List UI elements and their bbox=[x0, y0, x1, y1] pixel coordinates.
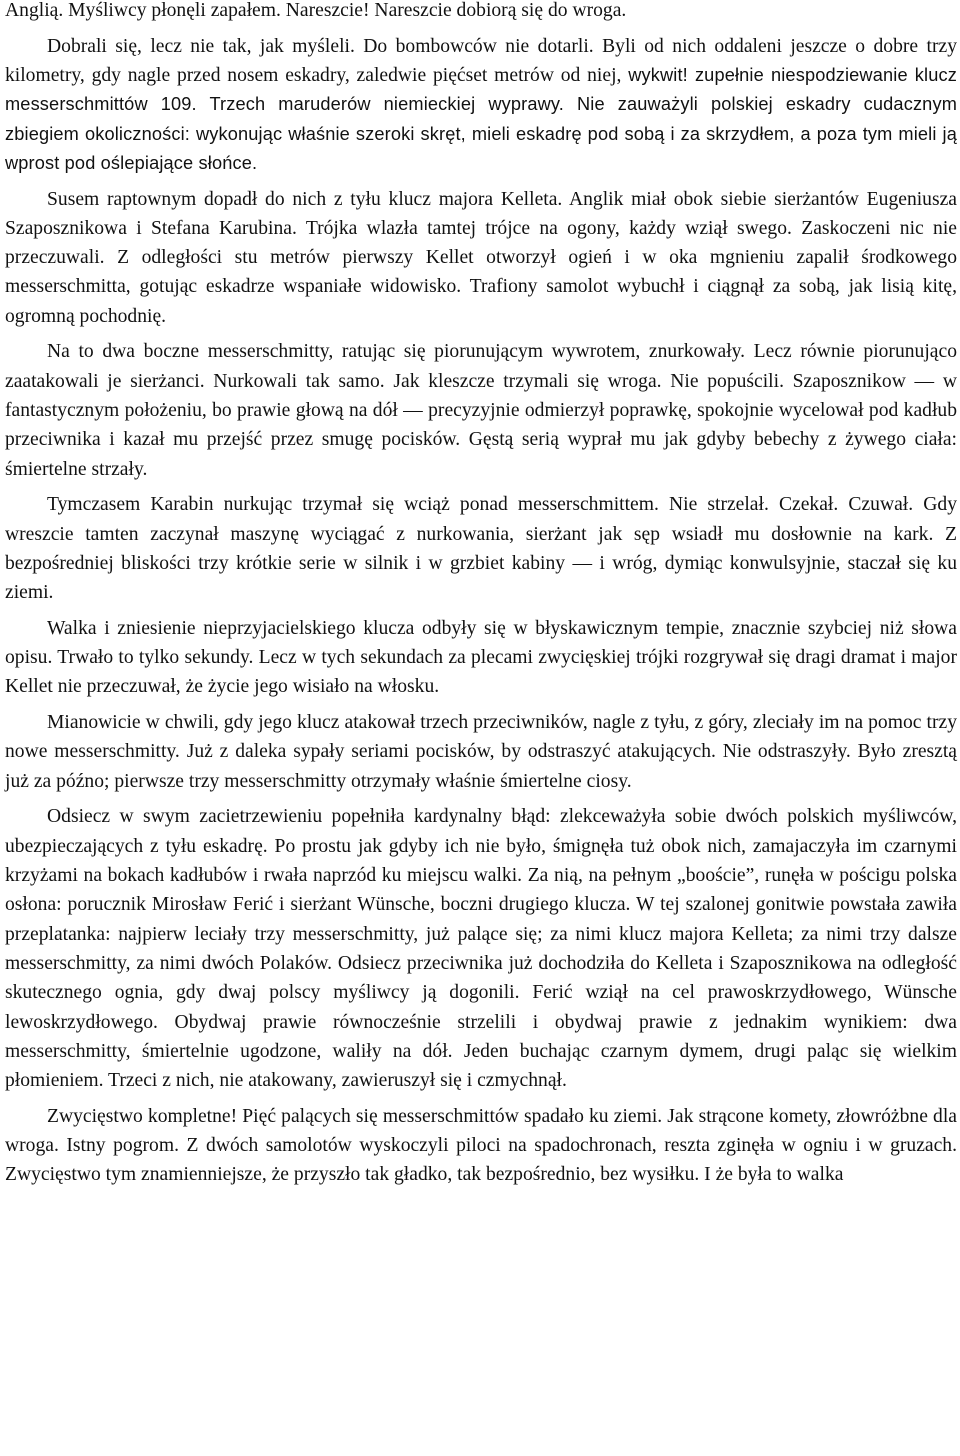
text-run: Na to dwa boczne messerschmitty, ratując się piorunującym wywrotem, znurkowały. Lecz równie piorunująco zaatakowali je sierżanci. Nurkowali tak samo. Jak kleszcze trzymali się wroga. Nie popuścili. Szaposznikow — w fantastycznym położeniu, bo prawie głową na dół — precyzyjnie odmierzył poprawkę, spokojnie wycelował pod kadłub przeciwnika i kazał mu przejść przez smugę pocisków. Gęstą serią wyprał mu jak gdyby bebechy z żywego ciała: śmiertelne strzały. bbox=[5, 341, 957, 480]
paragraph bbox=[5, 32, 957, 178]
paragraph bbox=[5, 0, 957, 25]
text-run: Dobrali się, lecz nie tak, jak myśleli. Do bombowców nie dotarli. Byli od nich oddaleni jeszcze o dobre trzy kilometry, gdy nagle przed nosem eskadry, zaledwie pięćset metrów od niej, bbox=[5, 35, 957, 86]
paragraph bbox=[5, 337, 957, 483]
text-run: Tymczasem Karabin nurkując trzymał się wciąż ponad messerschmittem. Nie strzelał. Czekał. Czuwał. Gdy wreszcie tamten zaczynał maszynę wyciągać z nurkowania, sierżant jak sęp wsiadł mu dosłownie na kark. Z bezpośredniej bliskości trzy krótkie serie w silnik i w grzbiet kabiny — i wróg, dymiąc konwulsyjnie, staczał się ku ziemi. bbox=[5, 494, 957, 604]
paragraph bbox=[5, 185, 957, 331]
text-run: Mianowicie w chwili, gdy jego klucz atakował trzech przeciwników, nagle z tyłu, z góry, zleciały im na pomoc trzy nowe messerschmitty. Już z daleka sypały seriami pocisków, by odstraszyć atakujących. Nie odstraszyły. Było zresztą już za późno; pierwsze trzy messerschmitty otrzymały właśnie śmiertelne ciosy. bbox=[5, 712, 957, 792]
paragraph bbox=[5, 614, 957, 702]
text-run: Anglią. Myśliwcy płonęli zapałem. Nareszcie! Nareszcie dobiorą się do wroga. bbox=[5, 0, 627, 21]
text-run: Susem raptownym dopadł do nich z tyłu klucz majora Kelleta. Anglik miał obok siebie sierżantów Eugeniusza Szaposznikowa i Stefana Karubina. Trójka wlazła tamtej trójce na ogony, każdy wziął swego. Zaskoczeni nic nie przeczuwali. Z odległości stu metrów pierwszy Kellet otworzył ogień i w oka mgnieniu zapalił środkowego messerschmitta, gotując eskadrze wspaniałe widowisko. Trafiony samolot wybuchł i ciągnął za sobą, jak lisią kitę, ogromną pochodnię. bbox=[5, 188, 957, 327]
text-run-sans: wykwit! zupełnie niespodziewanie klucz messerschmittów 109. Trzech maruderów niemieckiej wyprawy. Nie zauważyli polskiej eskadry cudacznym zbiegiem okoliczności: wykonując właśnie szeroki skręt, mieli eskadrę pod sobą i za skrzydłem, a poza tym mieli ją wprost pod oślepiające słońce. bbox=[5, 64, 957, 173]
paragraph bbox=[5, 802, 957, 1095]
document-page bbox=[5, 0, 957, 1196]
text-run: Odsiecz w swym zacietrzewieniu popełniła kardynalny błąd: zlekceważyła sobie dwóch polskich myśliwców, ubezpieczających z tyłu eskadrę. Po prostu jak gdyby ich nie było, śmignęła tuż obok nich, zamajaczyła im czarnymi krzyżami na bokach kadłubów i rwała naprzód ku miejscu walki. Za nią, na pełnym „booście”, runęła w pościgu polska osłona: porucznik Mirosław Ferić i sierżant Wünsche, boczni drugiego klucza. W tej szalonej gonitwie powstała zawiła przeplatanka: najpierw leciały trzy messerschmitty, już palące się; za nimi klucz majora Kelleta; za nimi trzy dalsze messerschmitty, za nimi dwóch Polaków. Odsiecz przeciwnika już dochodziła do Kelleta i Szaposznikowa na odległość skutecznego ognia, gdy dwaj polscy myśliwcy ją dogonili. Ferić wziął na cel prawoskrzydłowego, Wünsche lewoskrzydłowego. Obydwaj prawie równocześnie strzelili i obydwaj prawie z jednakim wynikiem: dwa messerschmitty, śmiertelnie ugodzone, waliły na dół. Jeden buchając czarnym dymem, drugi paląc się wielkim płomieniem. Trzeci z nich, nie atakowany, zawieruszył się i czmychnął. bbox=[5, 806, 957, 1092]
text-run: Walka i zniesienie nieprzyjacielskiego klucza odbyły się w błyskawicznym tempie, znacznie szybciej niż słowa opisu. Trwało to tylko sekundy. Lecz w tych sekundach za plecami zwycięskiej trójki rozgrywał się dragi dramat i major Kellet nie przeczuwał, że życie jego wisiało na włosku. bbox=[5, 617, 957, 698]
paragraph bbox=[5, 708, 957, 796]
paragraph bbox=[5, 1102, 957, 1190]
paragraph bbox=[5, 490, 957, 607]
text-run: Zwycięstwo kompletne! Pięć palących się messerschmittów spadało ku ziemi. Jak strącone komety, złowróżbne dla wroga. Istny pogrom. Z dwóch samolotów wyskoczyli piloci na spadochronach, reszta zginęła w ogniu i w gruzach. Zwycięstwo tym znamienniejsze, że przyszło tak gładko, tak bezpośrednio, bez wysiłku. I że była to walka bbox=[5, 1105, 957, 1186]
